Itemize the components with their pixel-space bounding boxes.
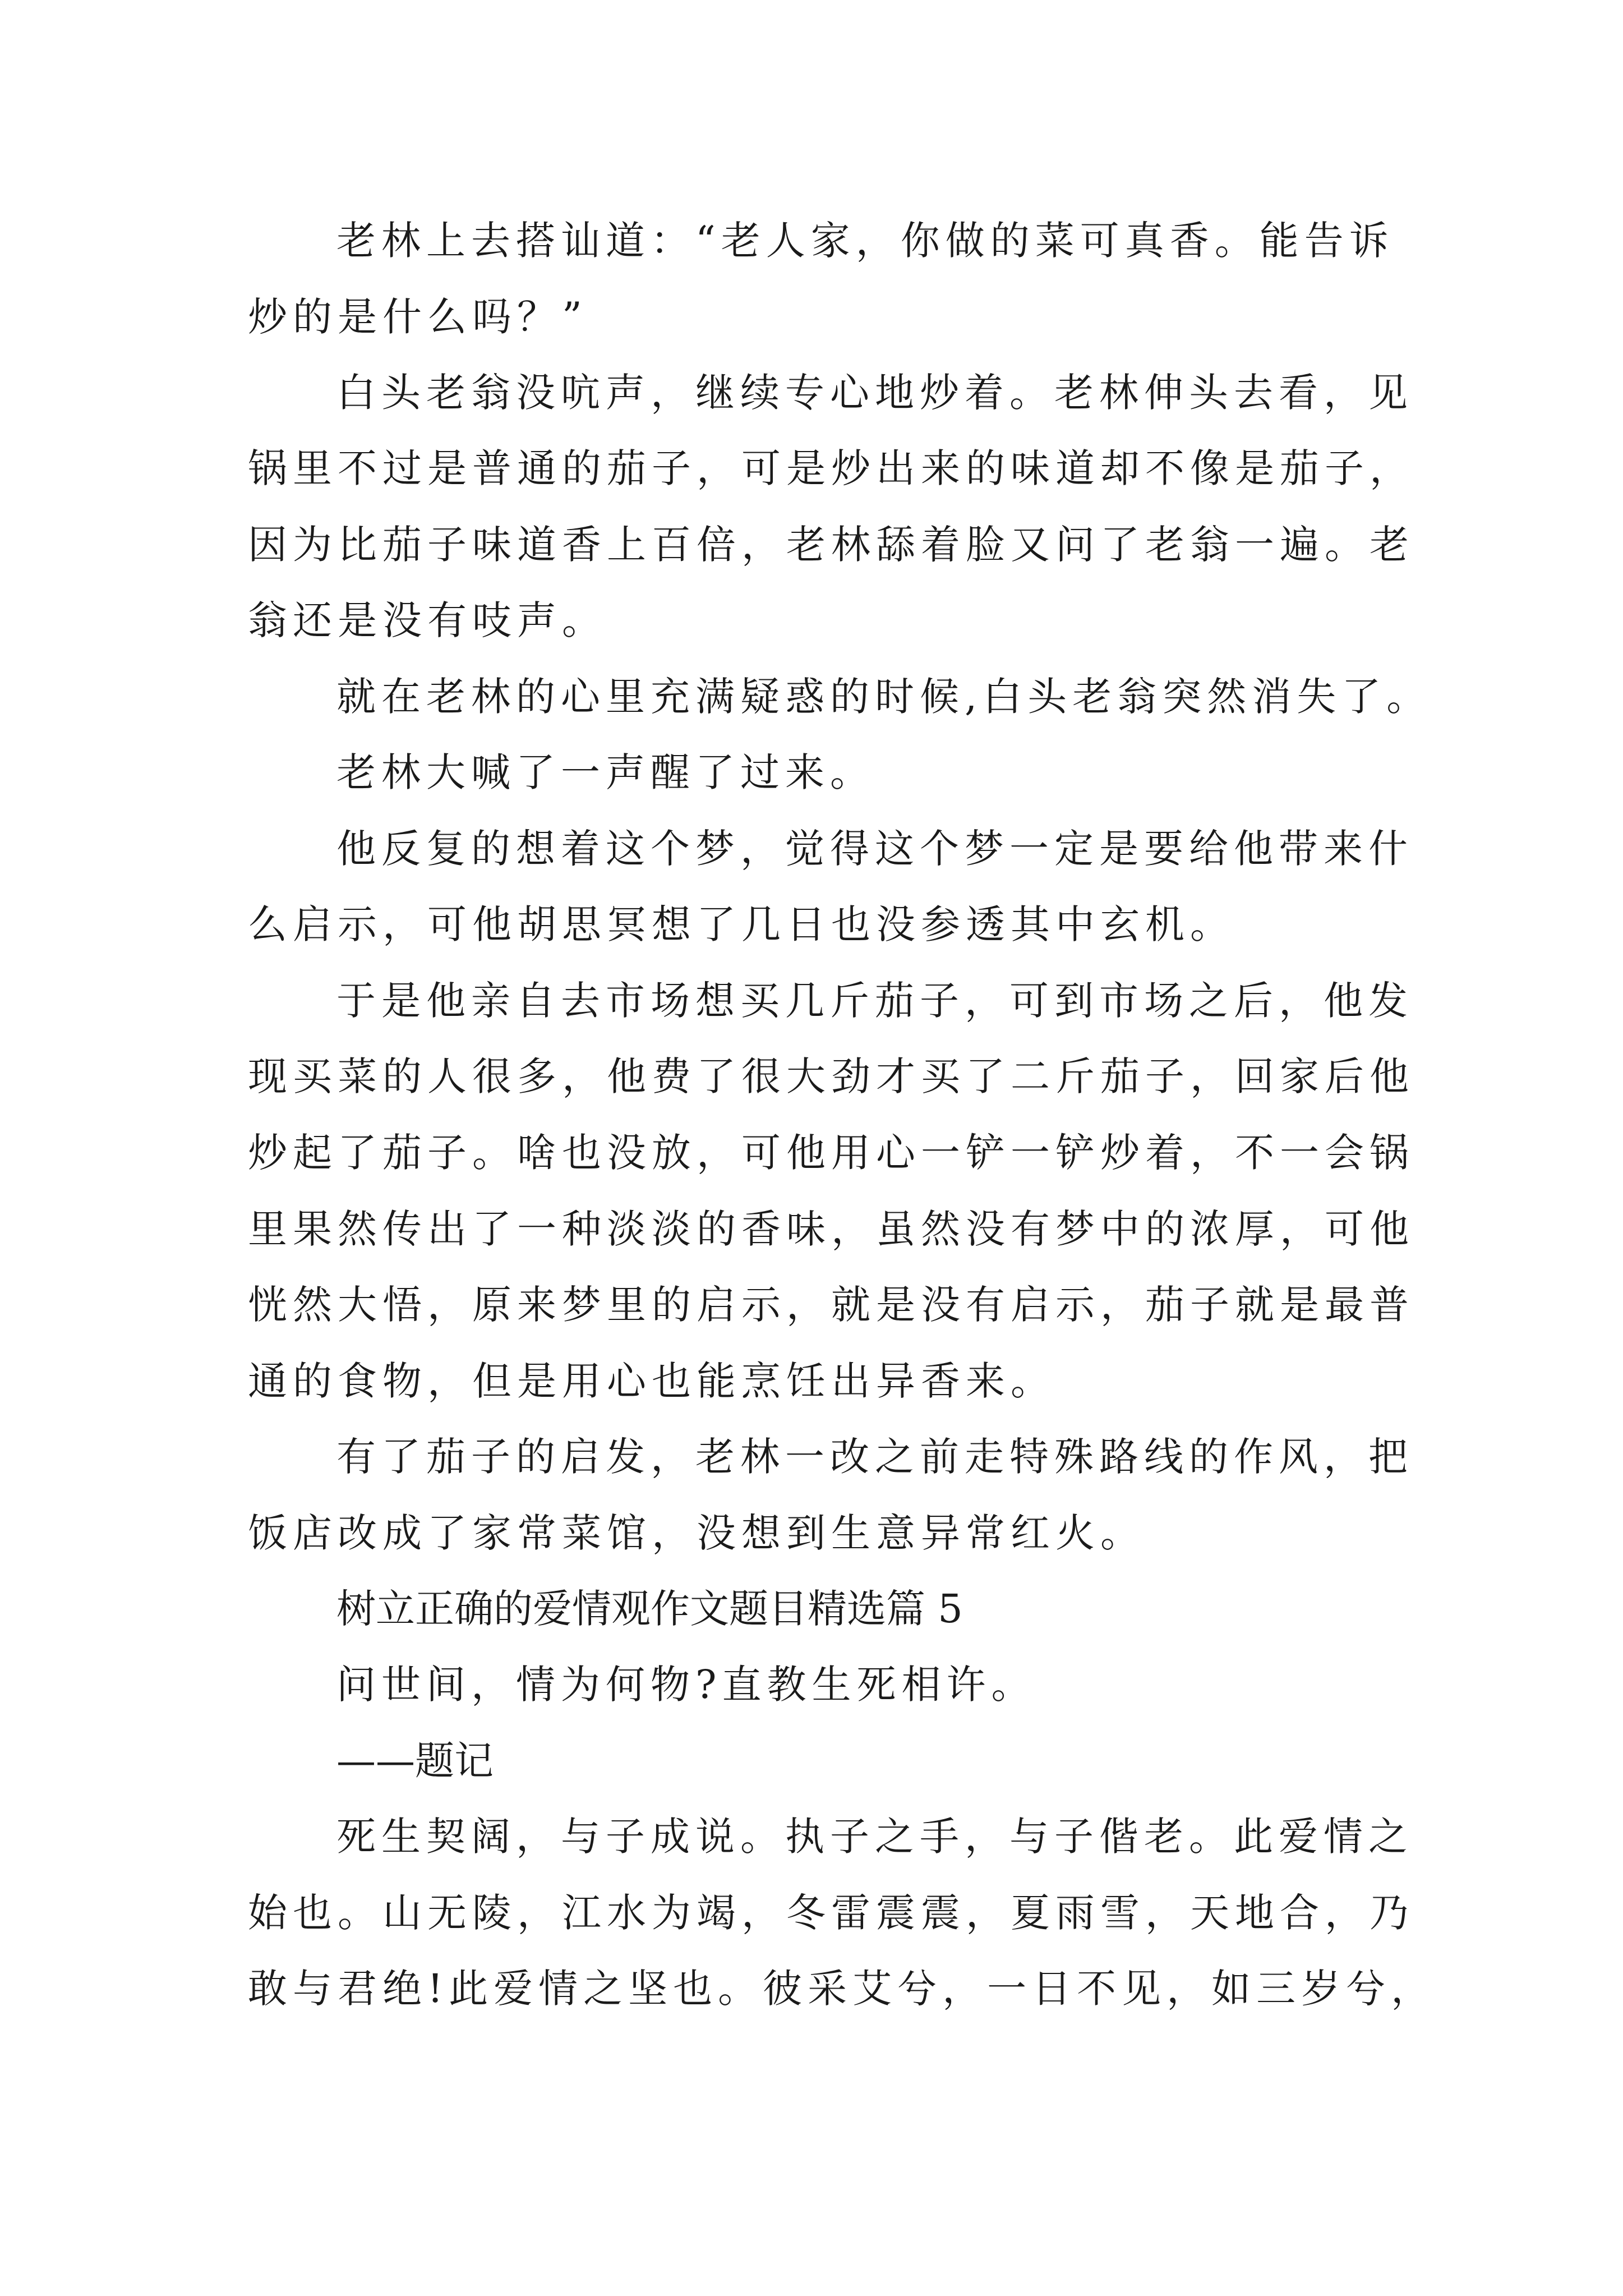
paragraph-line: 老林上去搭讪道：“老人家，你做的菜可真香。能告诉 (336, 218, 1394, 264)
paragraph-line: 敢与君绝!此爱情之坚也。彼采艾兮，一日不见，如三岁兮， (248, 1966, 1436, 2012)
section-heading: 树立正确的爱情观作文题目精选篇 5 (336, 1586, 963, 1632)
paragraph-line: 通的食物，但是用心也能烹饪出异香来。 (248, 1358, 1055, 1404)
paragraph-line: 有了茄子的启发，老林一改之前走特殊路线的作风，把 (336, 1434, 1413, 1480)
paragraph-line: 里果然传出了一种淡淡的香味，虽然没有梦中的浓厚，可他 (248, 1206, 1414, 1252)
paragraph-line: 死生契阔，与子成说。执子之手，与子偕老。此爱情之 (336, 1814, 1413, 1860)
paragraph-line: 么启示，可他胡思冥想了几日也没参透其中玄机。 (248, 901, 1235, 947)
paragraph-line: 于是他亲自去市场想买几斤茄子，可到市场之后，他发 (336, 978, 1413, 1024)
paragraph-line: 炒起了茄子。啥也没放，可他用心一铲一铲炒着，不一会锅 (248, 1130, 1414, 1176)
paragraph-line: 锅里不过是普通的茄子，可是炒出来的味道却不像是茄子， (248, 445, 1414, 491)
paragraph-line: 因为比茄子味道香上百倍，老林舔着脸又问了老翁一遍。老 (248, 522, 1414, 568)
paragraph-line: 翁还是没有吱声。 (248, 597, 607, 643)
paragraph-line: 他反复的想着这个梦，觉得这个梦一定是要给他带来什 (336, 826, 1413, 872)
paragraph-line: 老林大喊了一声醒了过来。 (336, 749, 875, 795)
paragraph-line: 就在老林的心里充满疑惑的时候,白头老翁突然消失了。 (336, 674, 1432, 720)
paragraph-line: 问世间，情为何物?直教生死相许。 (336, 1662, 1036, 1708)
epigraph-attribution: ——题记 (336, 1738, 494, 1784)
paragraph-line: 恍然大悟，原来梦里的启示，就是没有启示，茄子就是最普 (248, 1282, 1414, 1328)
paragraph-line: 白头老翁没吭声，继续专心地炒着。老林伸头去看，见 (336, 370, 1413, 416)
paragraph-line: 炒的是什么吗？” (248, 294, 588, 340)
paragraph-line: 现买菜的人很多，他费了很大劲才买了二斤茄子，回家后他 (248, 1053, 1414, 1099)
paragraph-line: 始也。山无陵，江水为竭，冬雷震震，夏雨雪，天地合，乃 (248, 1890, 1414, 1936)
paragraph-line: 饭店改成了家常菜馆，没想到生意异常红火。 (248, 1510, 1145, 1556)
